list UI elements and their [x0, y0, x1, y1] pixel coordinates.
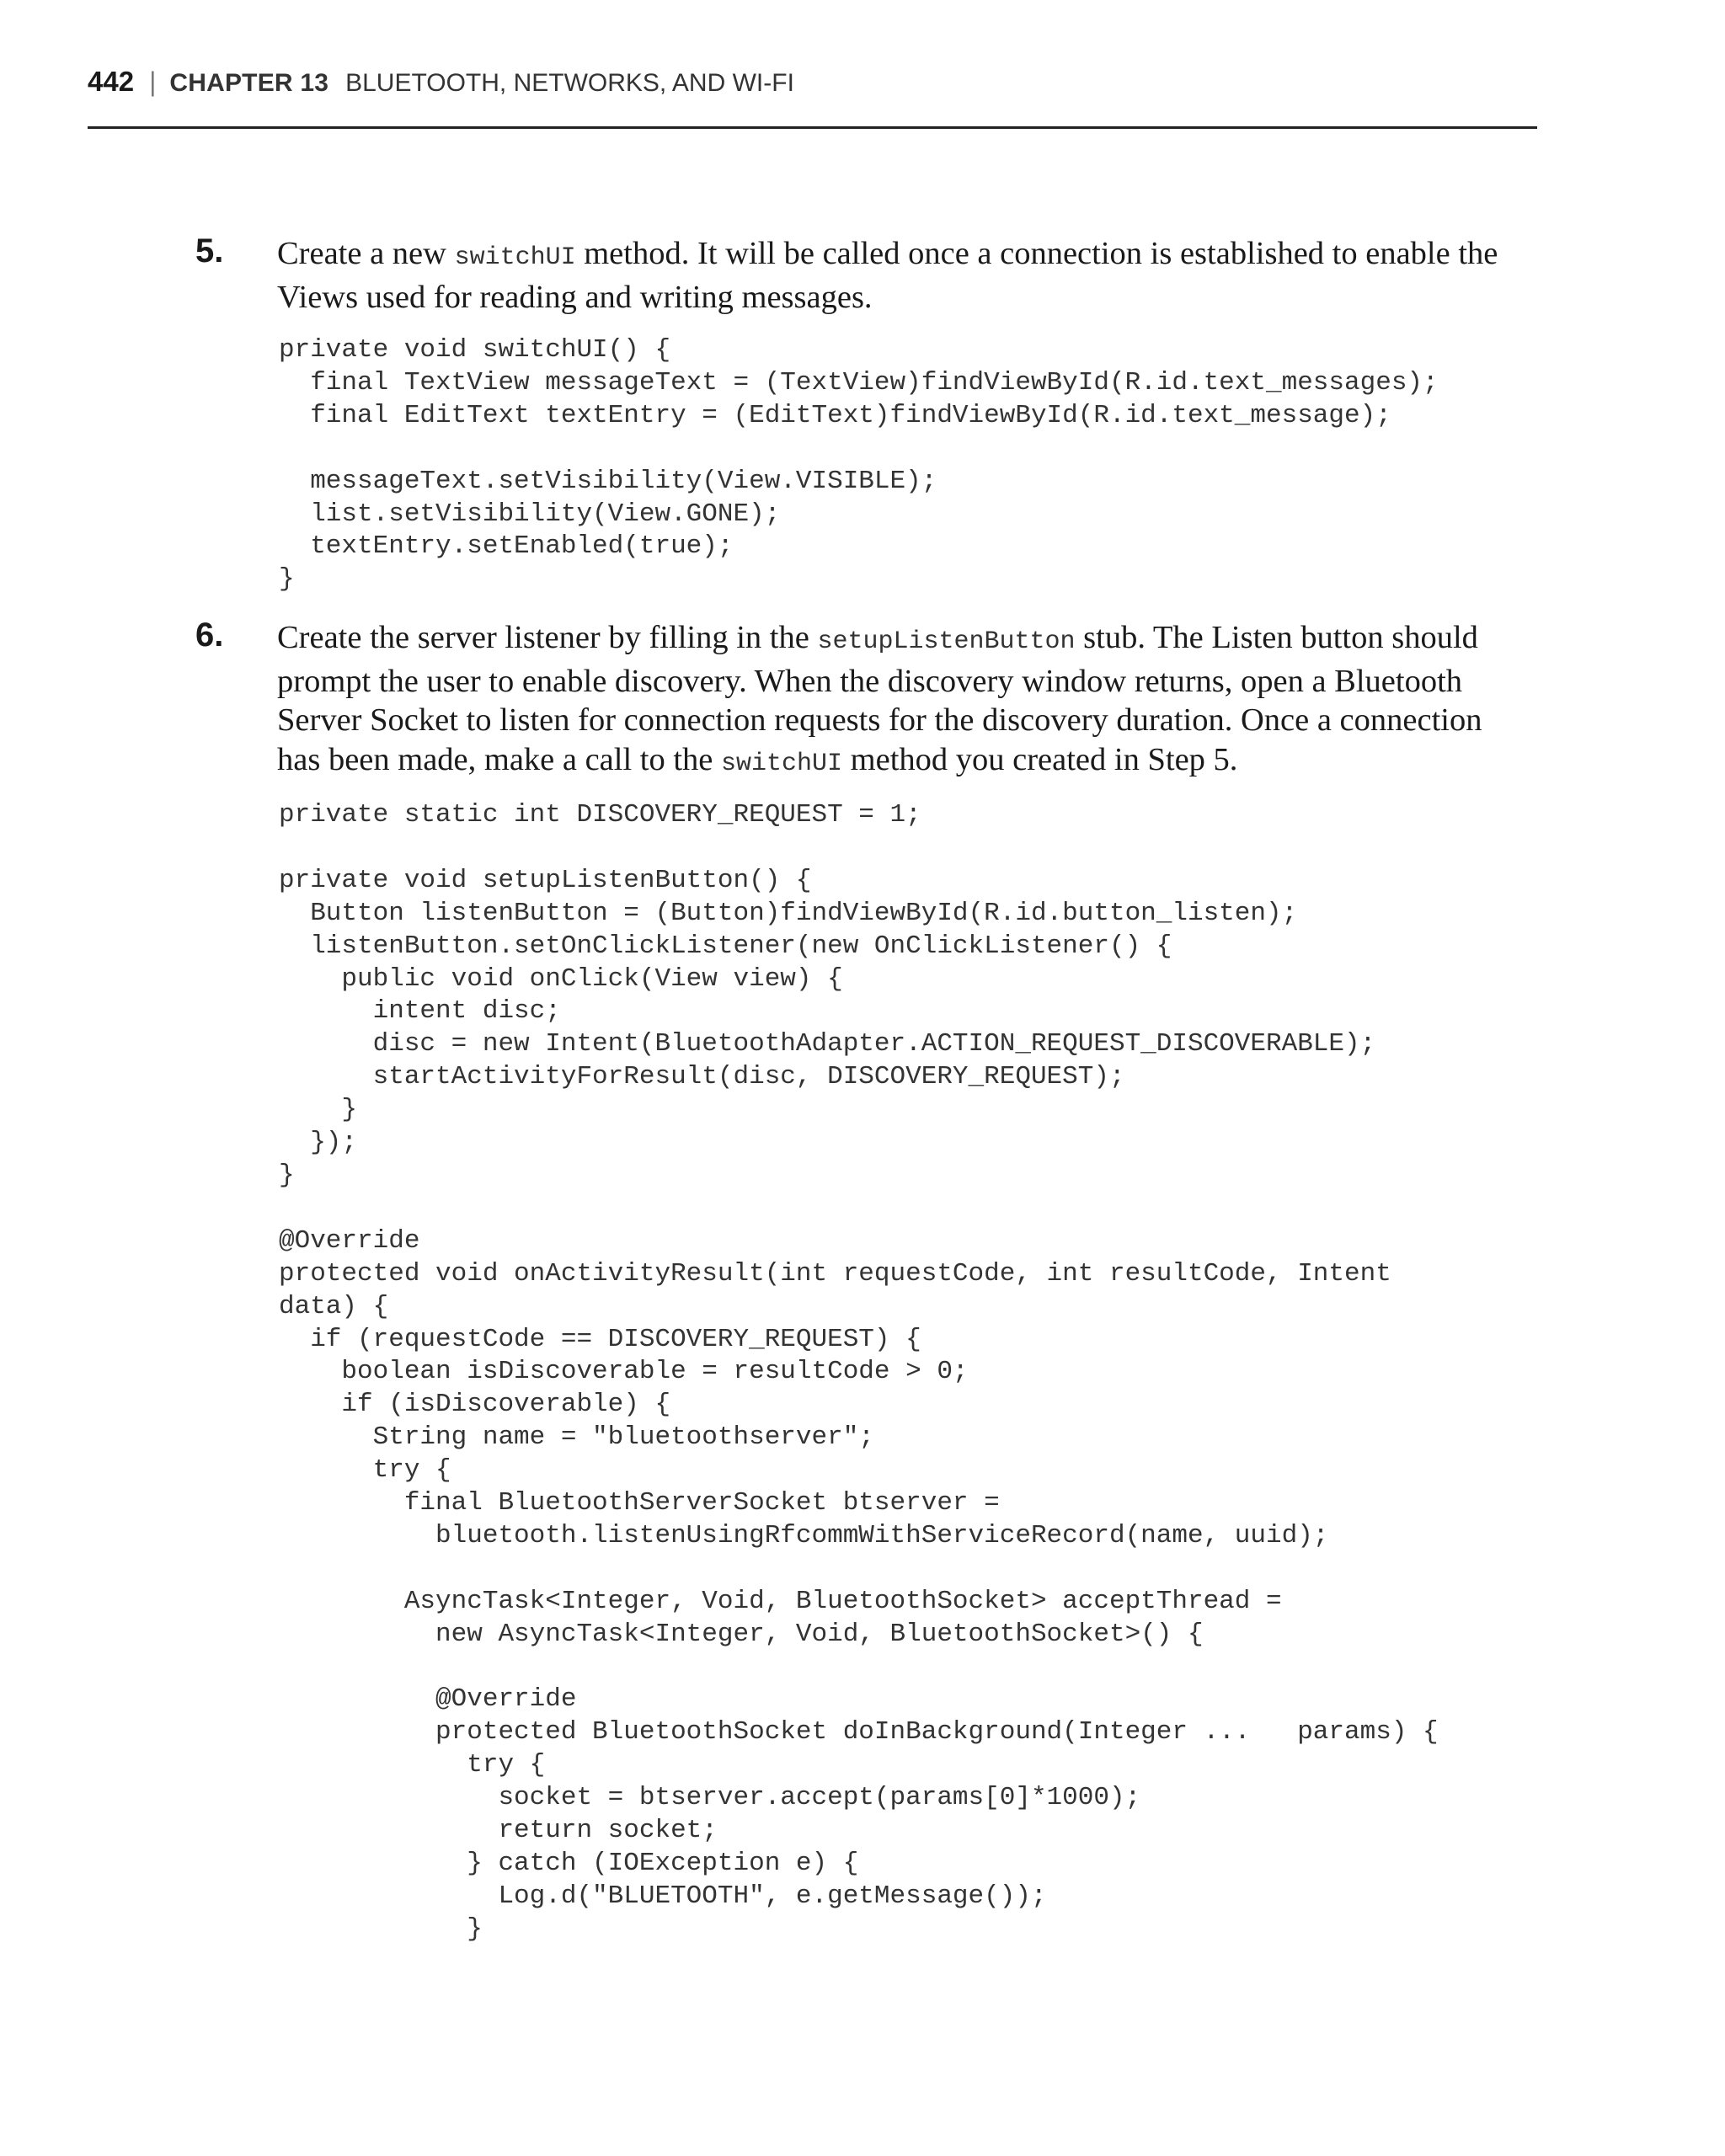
code-listing: private static int DISCOVERY_REQUEST = 1; private void setupListenButton() { Button listenButton = (Button)findViewById(R.id.button_listen); listenButton.setOnClickListener(new OnClickListener() { public void onClick(View view) { intent disc; disc = new Intent(BluetoothAdapter.ACTION_REQUEST_DISCOVERABLE); startActivityForResult(disc, DISCOVERY_REQUEST); } }); } @Override protected void onActivityResult(int requestCode, int resultCode, Intent data) { if (requestCode == DISCOVERY_REQUEST) { boolean isDiscoverable = resultCode > 0; if (isDiscoverable) { String name = "bluetoothserver"; try { final BluetoothServerSocket btserver = bluetooth.listenUsingRfcommWithServiceRecord(name, uuid); AsyncTask<Integer, Void, BluetoothSocket> acceptThread = new AsyncTask<Integer, Void, BluetoothSocket>() { @Override protected BluetoothSocket doInBackground(Integer ... params) { try { socket = btserver.accept(params[0]*1000); return socket; } catch (IOException e) { Log.d("BLUETOOTH", e.getMessage()); }: [279, 800, 1439, 1944]
chapter-label: CHAPTER 13: [169, 69, 329, 97]
step-text-part: stub. The Listen button should prompt the user to enable discovery. When the discovery window returns, open a Bluetooth Server Socket to listen for connection requests for the discovery duration. Once a connection has been made, make a call to the: [277, 620, 1482, 777]
step-number: 6.: [195, 616, 224, 654]
step-text-part: method you created in Step 5.: [842, 741, 1238, 777]
inline-code: switchUI: [721, 749, 843, 778]
chapter-title: BLUETOOTH, NETWORKS, AND WI-FI: [345, 69, 794, 97]
inline-code: setupListenButton: [817, 627, 1076, 656]
step-text: [277, 234, 1524, 317]
step-text-part: method. It will be called once a connection is established to enable the Views used for reading and writing messages.: [277, 236, 1498, 315]
step-text-part: Create the server listener by filling in the: [277, 620, 818, 655]
page-header: [88, 66, 1519, 108]
code-listing: private void switchUI() { final TextView messageText = (TextView)findViewById(R.id.text_messages); final EditText textEntry = (EditText)findViewById(R.id.text_message); messageText.setVisibility(View.VISIBLE); list.setVisibility(View.GONE); textEntry.setEnabled(true); }: [279, 335, 1439, 595]
page-number: 442: [88, 66, 135, 97]
inline-code: switchUI: [454, 243, 576, 272]
step-text: [277, 618, 1524, 783]
step-text-part: Create a new: [277, 236, 455, 271]
header-rule: [88, 126, 1537, 129]
header-separator: |: [149, 67, 157, 97]
step-number: 5.: [195, 232, 224, 270]
